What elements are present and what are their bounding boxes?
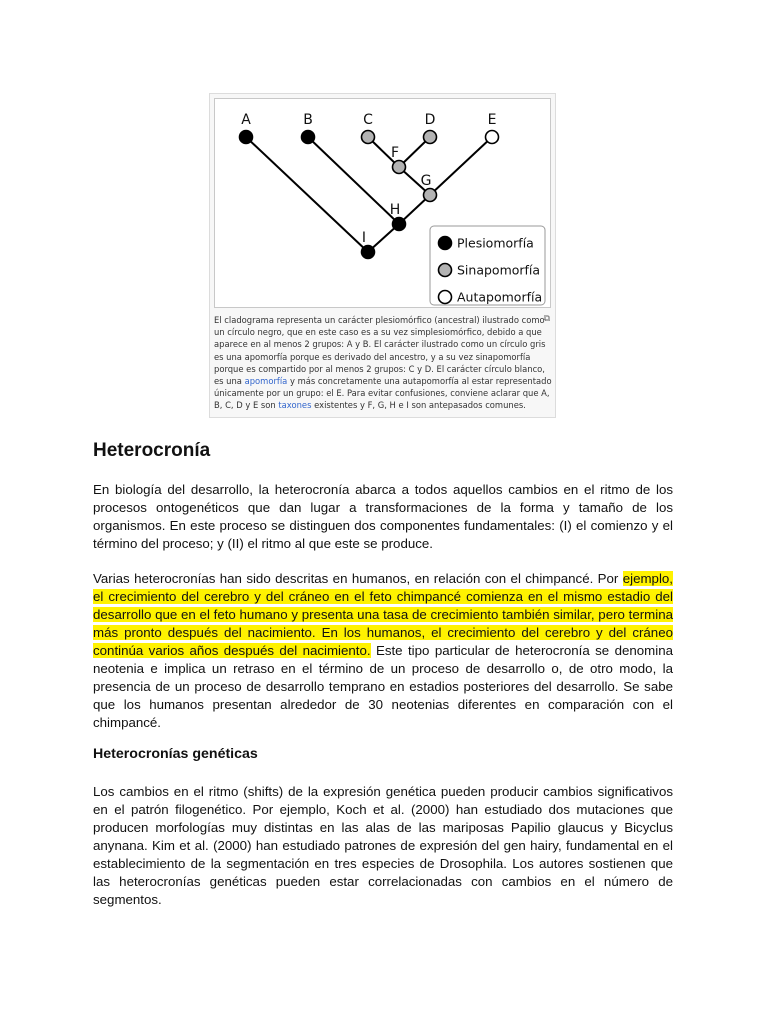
node-label-I: I <box>361 230 367 246</box>
edge-I-A <box>246 137 368 252</box>
caption-text-3: existentes y F, G, H e I son antepasados comunes. <box>311 400 526 411</box>
highlighted-text: ejemplo, el crecimiento del cerebro y del cráneo en el feto chimpancé comienza en el mismo estadio del desarrollo que en el feto humano y presenta una tasa de crecimiento también similar, pero termina más pronto después del nacimiento. En los humanos, el crecimiento del cerebro y del cráneo continúa varios años después del nacimiento. <box>93 571 673 658</box>
edge-H-B <box>308 137 399 224</box>
edge-G-E <box>430 137 492 195</box>
node-G <box>424 189 437 202</box>
node-label-H: H <box>389 202 401 218</box>
caption-text-2: y más concretamente una autapomorfía al estar representado únicamente por un grupo: el E. Para evitar confusiones, conviene aclarar que A, B, C, D y E son <box>214 376 552 411</box>
paragraph-2-text-before: Varias heterocronías han sido descritas en humanos, en relación con el chimpancé. Por <box>93 571 623 586</box>
figure-caption <box>214 314 552 412</box>
node-A <box>240 131 253 144</box>
section-heading-heterocronia: Heterocronía <box>93 440 211 461</box>
paragraph-2-text-after: Este tipo particular de heterocronía se denomina neotenia e implica un retraso en el término de un proceso de desarrollo o, de otro modo, la presencia de un proceso de desarrollo temprano en estadios posteriores del desarrollo. Se sabe que los humanos presentan alrededor de 30 neotenias diferentes en comparación con el chimpancé. <box>93 643 673 730</box>
node-B <box>302 131 315 144</box>
cladogram-diagram <box>214 98 551 308</box>
node-C <box>362 131 375 144</box>
section-heading-heterocronias-geneticas: Heterocronías genéticas <box>93 746 258 762</box>
enlarge-icon[interactable]: ⧉ <box>543 314 550 324</box>
legend-swatch-2 <box>439 291 452 304</box>
taxones-link[interactable]: taxones <box>278 400 312 411</box>
node-label-E: E <box>487 112 497 128</box>
legend-swatch-0 <box>439 237 452 250</box>
legend-label-1: Sinapomorfía <box>457 262 541 278</box>
cladogram-svg <box>215 99 550 307</box>
legend-label-2: Autapomorfía <box>457 289 543 305</box>
node-D <box>424 131 437 144</box>
node-H <box>393 218 406 231</box>
legend-swatch-1 <box>439 264 452 277</box>
cladogram-figure <box>209 93 556 418</box>
node-label-A: A <box>241 112 251 128</box>
paragraph-3: Los cambios en el ritmo (shifts) de la expresión genética pueden producir cambios significativos en el patrón filogenético. Por ejemplo, Koch et al. (2000) han estudiado dos mutaciones que producen morfologías muy distintas en las alas de las mariposas Papilio glaucus y Bicyclus anynana. Kim et al. (2000) han estudiado patrones de expresión del gen hairy, fundamental en el establecimiento de la segmentación en tres especies de Drosophila. Los autores sostienen que las heterocronías genéticas pueden estar correlacionadas con cambios en el número de segmentos. <box>93 784 673 907</box>
paragraph-2 <box>93 570 673 732</box>
legend-label-0: Plesiomorfía <box>457 235 534 251</box>
node-F <box>393 161 406 174</box>
apomorfia-link[interactable]: apomorfía <box>244 376 288 387</box>
caption-text-1: El cladograma representa un carácter plesiomórfico (ancestral) ilustrado como un círculo negro, que en este caso es a su vez simplesiomórfico, debido a que aparece en al menos 2 grupos: A y B. El carácter ilustrado como un círculo gris es una apomorfía porque es derivado del ancestro, y a su vez sinapomorfía porque es compartido por al menos 2 grupos: C y D. El carácter círculo blanco, es una <box>214 315 546 387</box>
node-label-F: F <box>390 145 400 161</box>
node-E <box>486 131 499 144</box>
node-label-B: B <box>303 112 313 128</box>
node-label-C: C <box>363 112 373 128</box>
node-I <box>362 246 375 259</box>
node-label-G: G <box>420 173 432 189</box>
node-label-D: D <box>424 112 436 128</box>
paragraph-1: En biología del desarrollo, la heterocronía abarca a todos aquellos cambios en el ritmo de los procesos ontogenéticos que dan lugar a transformaciones de la forma y tamaño de los organismos. En este proceso se distinguen dos componentes fundamentales: (I) el comienzo y el término del proceso; y (II) el ritmo al que este se produce. <box>93 482 673 551</box>
